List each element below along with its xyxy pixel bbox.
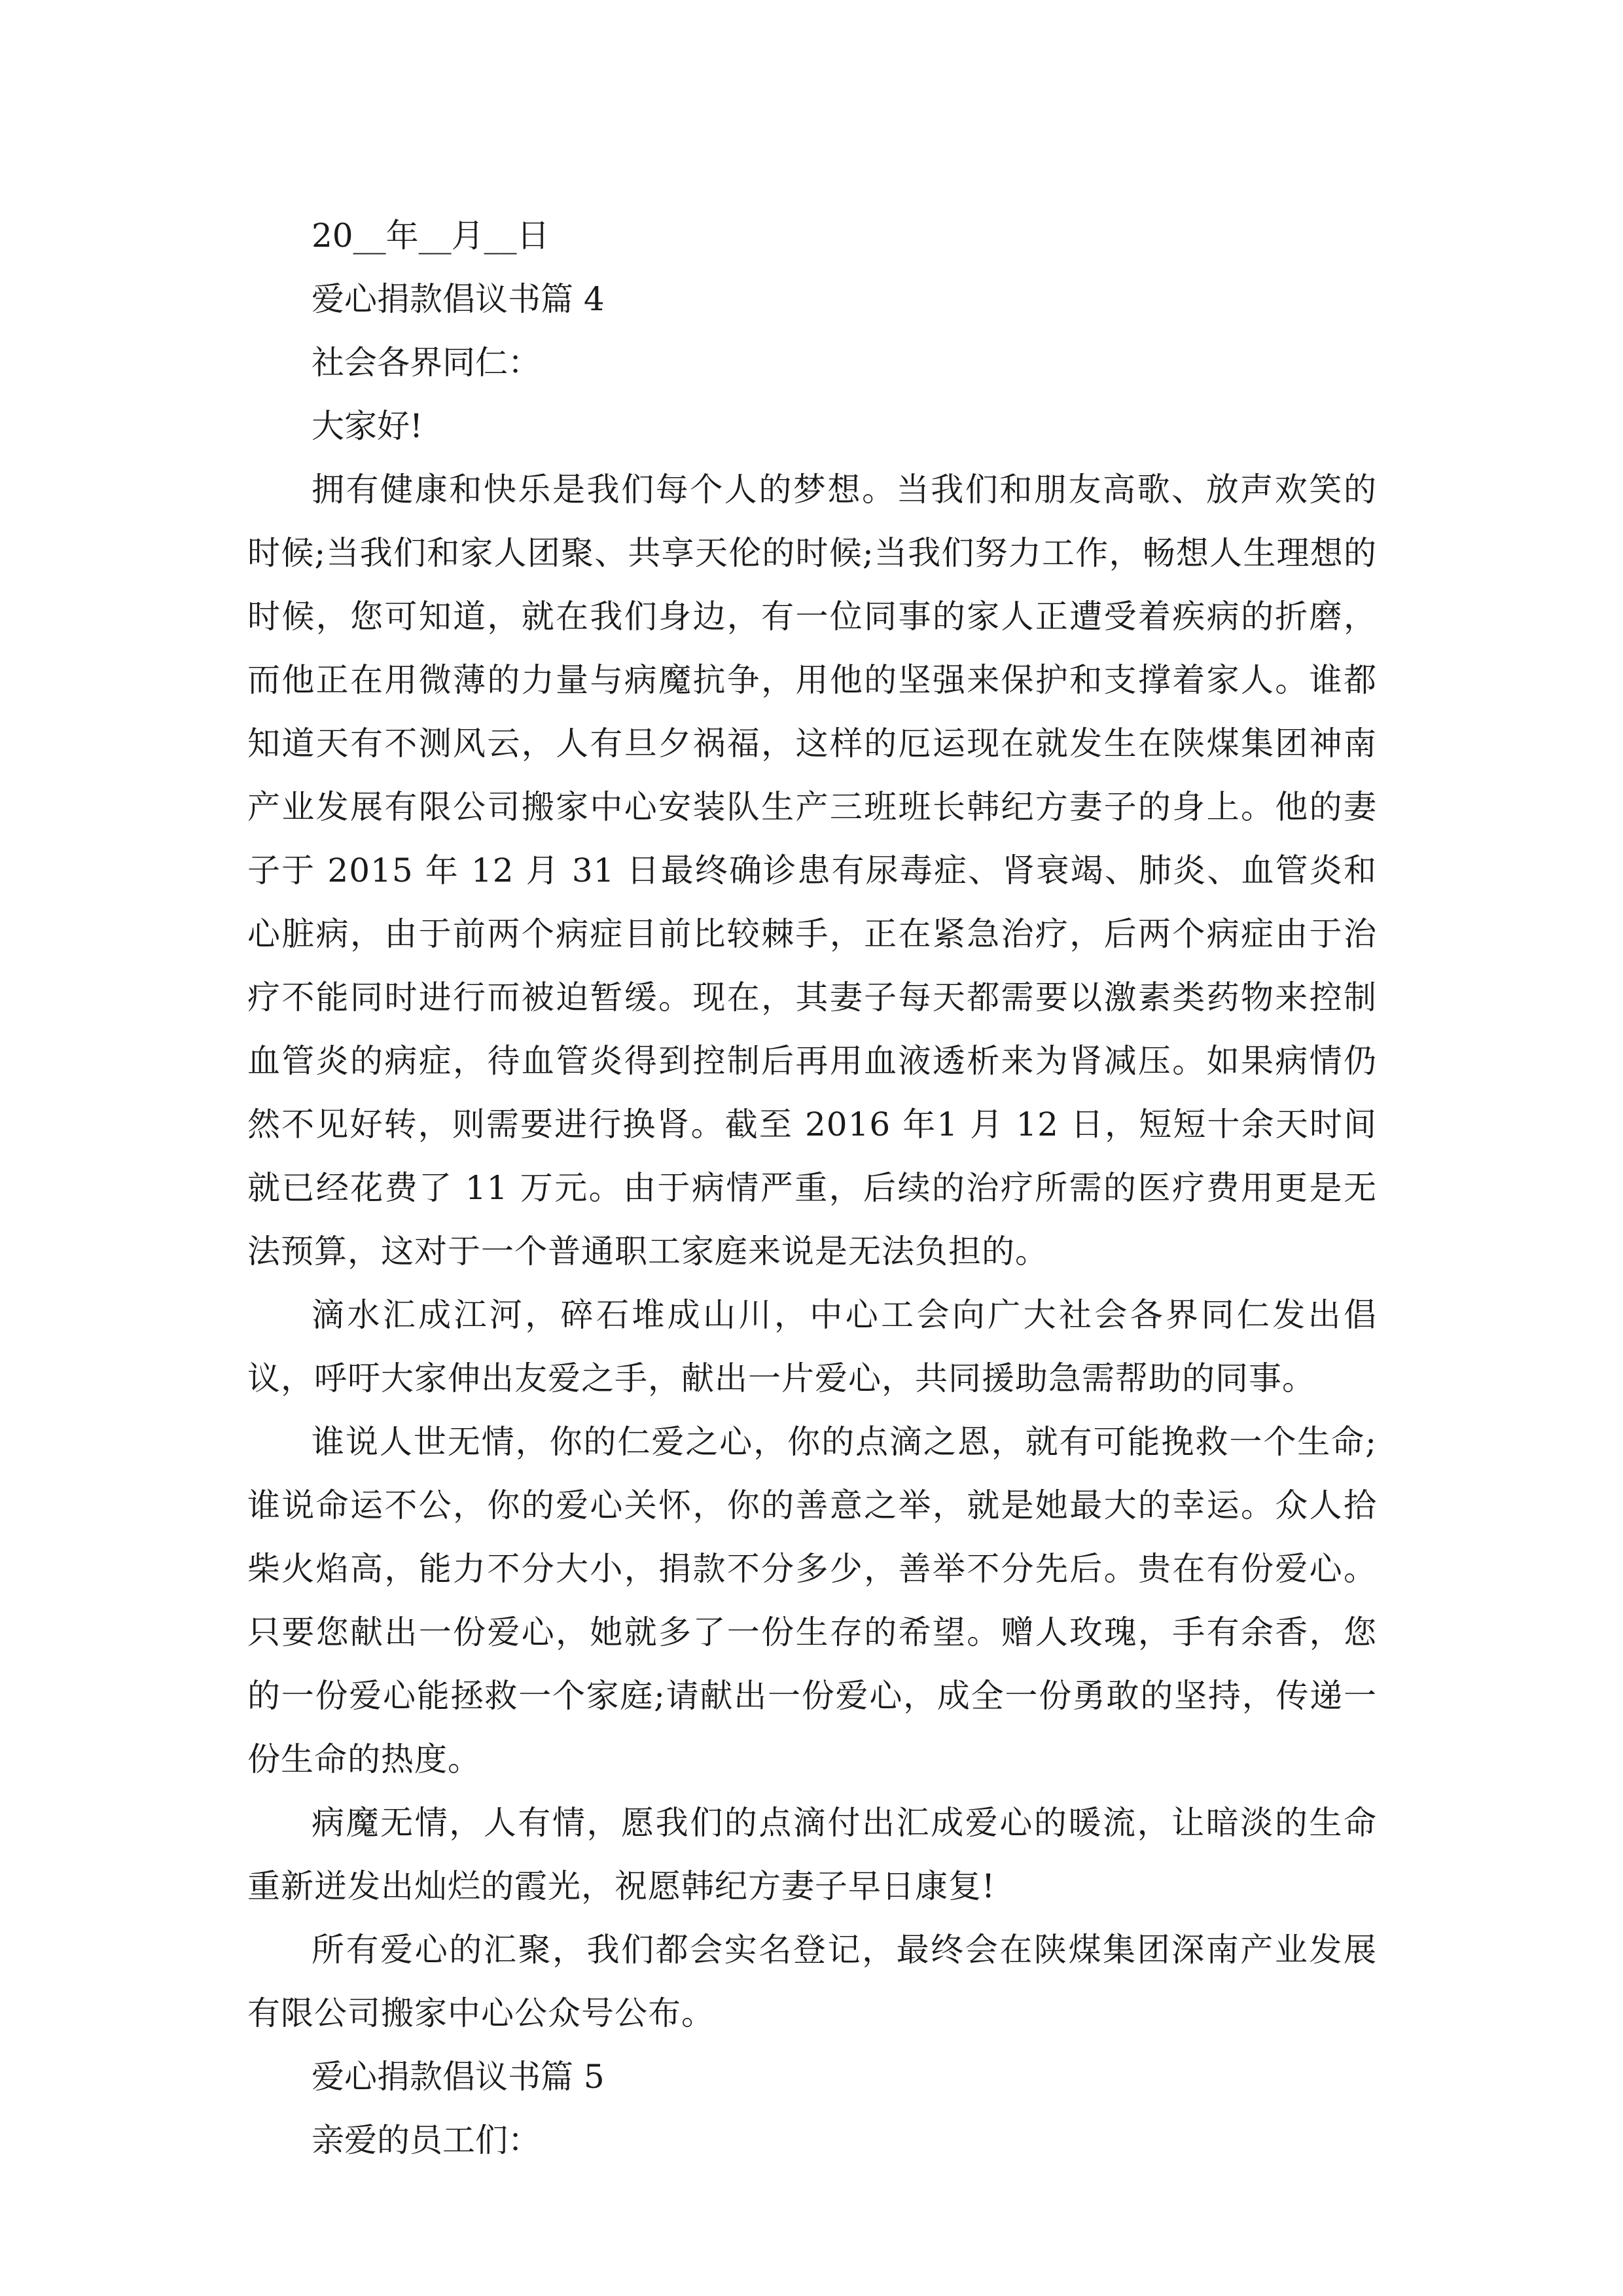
section-heading-5: 爱心捐款倡议书篇 5 [312, 2058, 605, 2096]
salutation-5: 亲爱的员工们： [312, 2121, 541, 2159]
document-body [247, 204, 1377, 2172]
greeting: 大家好! [312, 407, 423, 445]
salutation-4: 社会各界同仁： [312, 344, 541, 382]
paragraph-2: 滴水汇成江河，碎石堆成山川，中心工会向广大社会各界同仁发出倡议，呼吁大家伸出友爱之手，献出一片爱心，共同援助急需帮助的同事。 [247, 1296, 1377, 1397]
section-heading-4: 爱心捐款倡议书篇 4 [312, 280, 605, 318]
paragraph-1: 拥有健康和快乐是我们每个人的梦想。当我们和朋友高歌、放声欢笑的时候;当我们和家人团聚、共享天伦的时候;当我们努力工作，畅想人生理想的时候，您可知道，就在我们身边，有一位同事的家人正遭受着疾病的折磨，而他正在用微薄的力量与病魔抗争，用他的坚强来保护和支撑着家人。谁都知道天有不测风云，人有旦夕祸福，这样的厄运现在就发生在陕煤集团神南产业发展有限公司搬家中心安装队生产三班班长韩纪方妻子的身上。他的妻子于 2015 年 12 月 31 日最终确诊患有尿毒症、肾衰竭、肺炎、血管炎和心脏病，由于前两个病症目前比较棘手，正在紧急治疗，后两个病症由于治疗不能同时进行而被迫暂缓。现在，其妻子每天都需要以激素类药物来控制血管炎的病症，待血管炎得到控制后再用血液透析来为肾减压。如果病情仍然不见好转，则需要进行换肾。截至 2016 年1 月 12 日，短短十余天时间就已经花费了 11 万元。由于病情严重，后续的治疗所需的医疗费用更是无法预算，这对于一个普通职工家庭来说是无法负担的。 [247, 471, 1377, 1270]
paragraph-3: 谁说人世无情，你的仁爱之心，你的点滴之恩，就有可能挽救一个生命;谁说命运不公，你的爱心关怀，你的善意之举，就是她最大的幸运。众人拾柴火焰高，能力不分大小，捐款不分多少，善举不分先后。贵在有份爱心。只要您献出一份爱心，她就多了一份生存的希望。赠人玫瑰，手有余香，您的一份爱心能拯救一个家庭;请献出一份爱心，成全一份勇敢的坚持，传递一份生命的热度。 [247, 1423, 1377, 1778]
date-line: 20__年__月__日 [312, 217, 550, 255]
paragraph-4: 病魔无情，人有情，愿我们的点滴付出汇成爱心的暖流，让暗淡的生命重新迸发出灿烂的霞光，祝愿韩纪方妻子早日康复! [247, 1804, 1377, 1905]
paragraph-5: 所有爱心的汇聚，我们都会实名登记，最终会在陕煤集团深南产业发展有限公司搬家中心公众号公布。 [247, 1931, 1377, 2032]
